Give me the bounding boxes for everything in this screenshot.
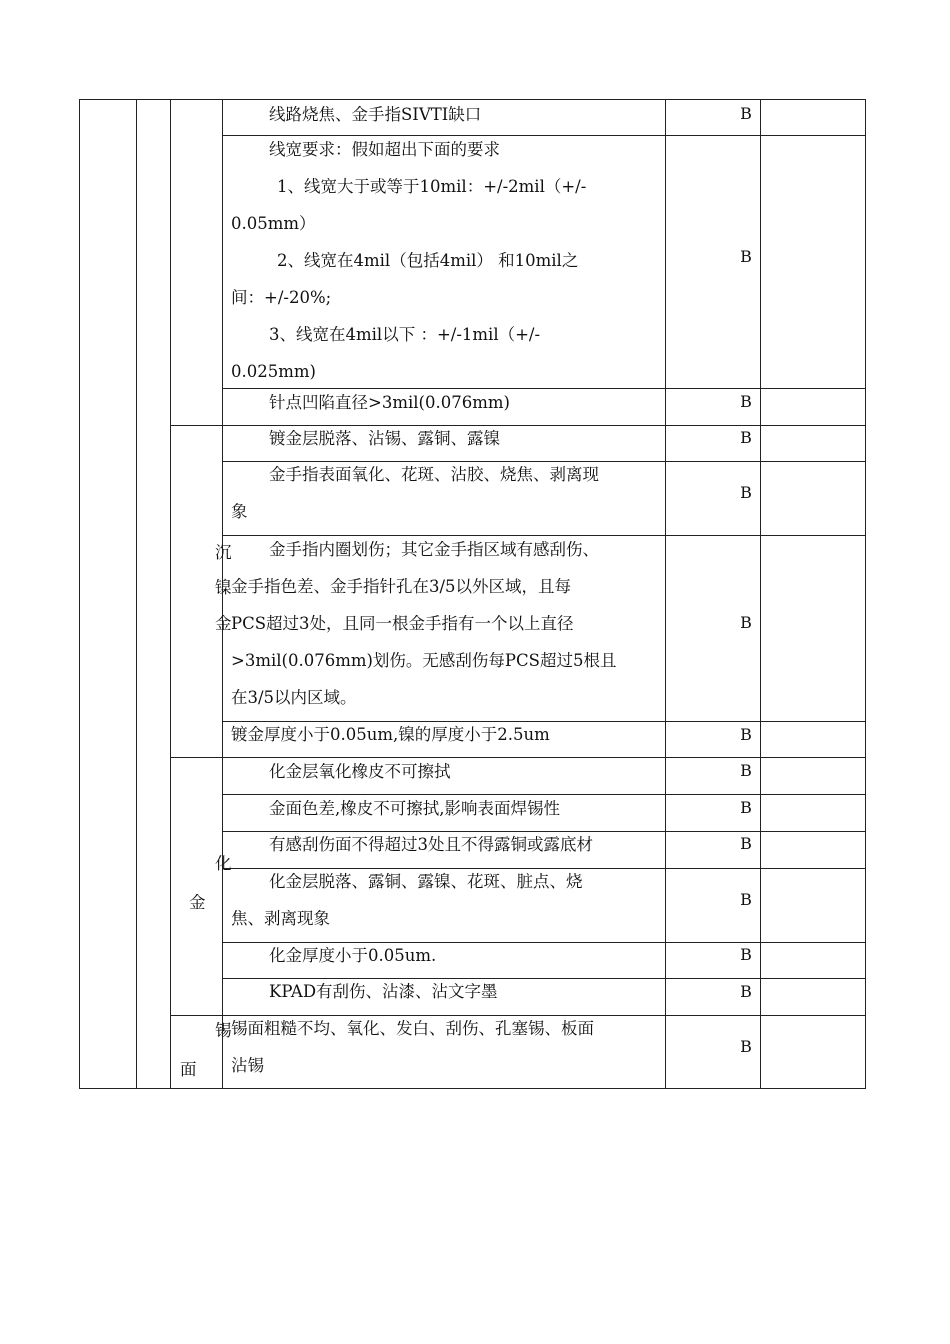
category-label-char: 化 [215, 854, 232, 873]
criterion-text: 镀金厚度小于0.05um,镍的厚度小于2.5um [231, 725, 550, 744]
grade-value: B [740, 613, 752, 632]
table-left-border [79, 99, 80, 1089]
grade-value: B [740, 104, 752, 123]
criterion-text: 锡面粗糙不均、氧化、发白、刮伤、孔塞锡、板面 沾锡 [231, 1019, 594, 1075]
grade-value: B [740, 428, 752, 447]
grade-value: B [740, 834, 752, 853]
category-label-char: 金 [215, 614, 232, 633]
inspection-table [79, 99, 866, 1089]
criterion-text: 镀金层脱落、沾锡、露铜、露镍 [269, 429, 500, 448]
grade-value: B [740, 761, 752, 780]
criterion-text: 金面色差,橡皮不可擦拭,影响表面焊锡性 [269, 799, 560, 818]
criterion-text: 金手指内圈划伤；其它金手指区域有感刮伤、 金手指色差、金手指针孔在3/5以外区域，且每 PCS超过3处，且同一根金手指有一个以上直径 >3mil(0.076mm)划伤。无感刮伤每PCS超过5根且 在3/5以内区域。 [231, 540, 617, 707]
criterion-text: KPAD有刮伤、沾漆、沾文字墨 [269, 982, 498, 1001]
category-label-char: 锡 [215, 1021, 232, 1040]
column-divider [665, 99, 666, 1089]
grade-value: B [740, 890, 752, 909]
grade-value: B [740, 982, 752, 1001]
grade-value: B [740, 392, 752, 411]
table-bottom-border [79, 1088, 866, 1089]
criterion-text: 线宽要求：假如超出下面的要求 1、线宽大于或等于10mil：+/-2mil（+/- 0.05mm） 2、线宽在4mil（包括4mil） 和10mil之 间：+/-20%; 3、线宽在4mil以下 ：+/-1mil（+/- 0.025mm) [231, 140, 587, 381]
grade-value: B [740, 945, 752, 964]
category-label-char: 金 [189, 893, 206, 912]
column-divider [170, 99, 171, 1089]
grade-value: B [740, 247, 752, 266]
grade-value: B [740, 725, 752, 744]
criterion-text: 化金厚度小于0.05um. [269, 946, 437, 965]
grade-value: B [740, 798, 752, 817]
category-label-char: 沉 [215, 543, 232, 562]
column-divider [136, 99, 137, 1089]
table-right-border [865, 99, 866, 1089]
category-label-char: 面 [180, 1060, 197, 1079]
grade-value: B [740, 1037, 752, 1056]
criterion-text: 化金层脱落、露铜、露镍、花斑、脏点、烧 焦、剥离现象 [231, 872, 583, 928]
criterion-text: 化金层氧化橡皮不可擦拭 [269, 762, 451, 781]
grade-value: B [740, 483, 752, 502]
criterion-text: 针点凹陷直径>3mil(0.076mm) [269, 393, 510, 412]
criterion-text: 金手指表面氧化、花斑、沾胶、烧焦、剥离现 象 [231, 465, 599, 521]
category-label-char: 镍 [215, 578, 232, 597]
criterion-text: 有感刮伤面不得超过3处且不得露铜或露底材 [269, 835, 593, 854]
criterion-text: 线路烧焦、金手指SIVTI缺口 [269, 105, 482, 124]
